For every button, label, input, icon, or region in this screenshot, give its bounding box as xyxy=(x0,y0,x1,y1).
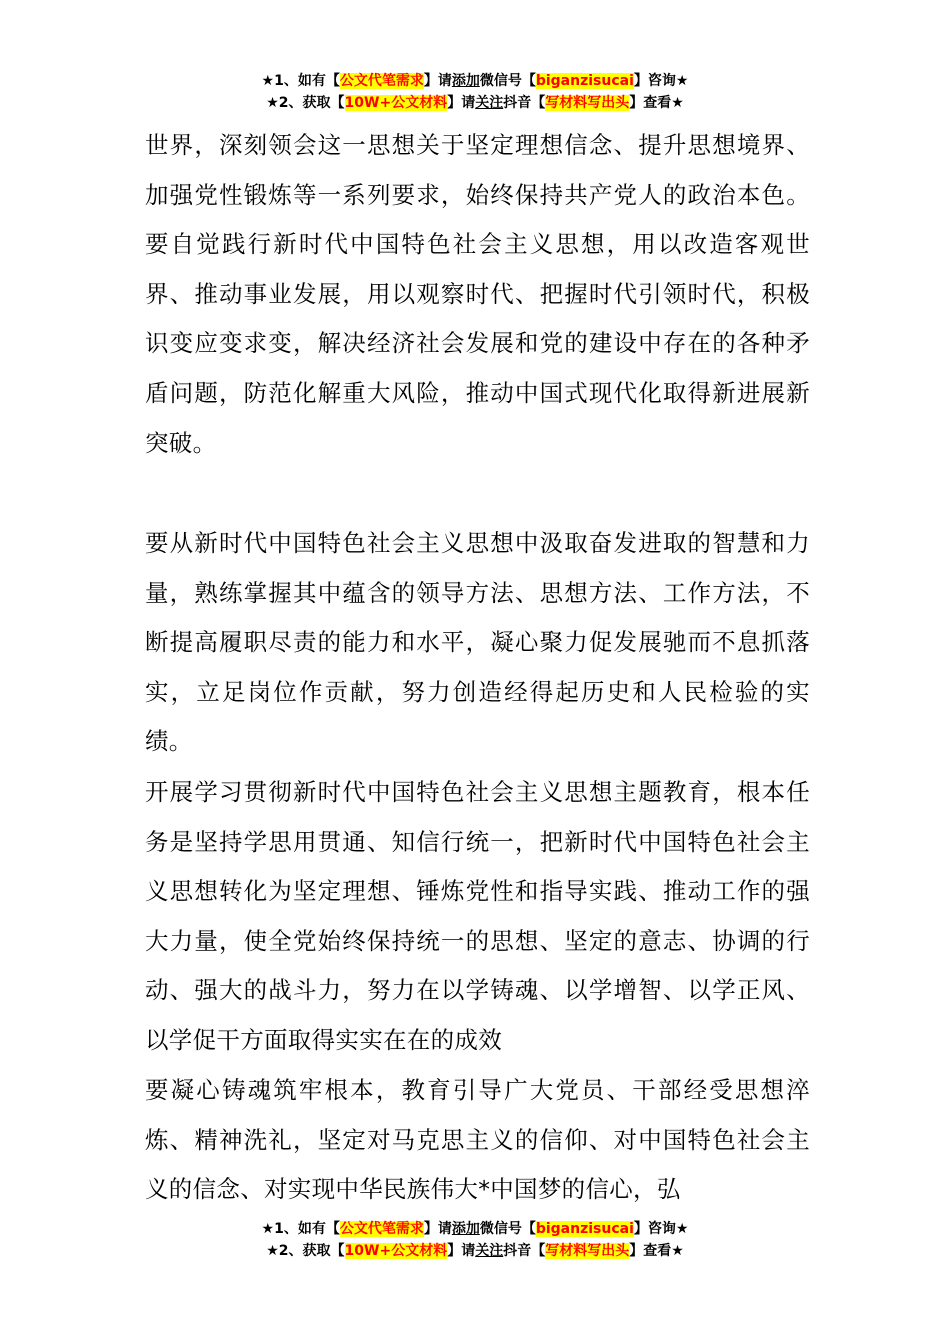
paragraph-2: 要从新时代中国特色社会主义思想中汲取奋发进取的智慧和力量，熟练掌握其中蕴含的领导方法、思想方法、工作方法，不断提高履职尽责的能力和水平，凝心聚力促发展驰而不息抓落实，立足岗位作贡献，努力创造经得起历史和人民检验的实绩。 xyxy=(145,529,810,756)
star-icon: ★ xyxy=(671,95,684,111)
highlight-writing-service: 公文代笔需求 xyxy=(339,73,424,89)
highlight-writing-service: 公文代笔需求 xyxy=(339,1221,424,1237)
star-icon: ★ xyxy=(261,1221,275,1237)
highlight-materials: 10W+公文材料 xyxy=(344,95,448,111)
star-icon: ★ xyxy=(261,73,275,89)
highlight-douyin-account: 写材料写出头 xyxy=(545,95,630,111)
banner-line-1: ★1、如有【公文代笔需求】请添加微信号【biganzisucai】咨询★ xyxy=(261,73,689,89)
highlight-douyin-account: 写材料写出头 xyxy=(545,1243,630,1259)
highlight-wechat-id: biganzisucai xyxy=(535,73,634,89)
star-icon: ★ xyxy=(675,73,689,89)
header-banner xyxy=(0,70,950,114)
paragraph-3: 开展学习贯彻新时代中国特色社会主义思想主题教育，根本任务是坚持学思用贯通、知信行统一，把新时代中国特色社会主义思想转化为坚定理想、锤炼党性和指导实践、推动工作的强大力量，使全党始终保持统一的思想、坚定的意志、协调的行动、强大的战斗力，努力在以学铸魂、以学增智、以学正风、以学促干方面取得实实在在的成效 xyxy=(145,778,810,1054)
paragraph-1: 世界，深刻领会这一思想关于坚定理想信念、提升思想境界、加强党性锻炼等一系列要求，始终保持共产党人的政治本色。要自觉践行新时代中国特色社会主义思想，用以改造客观世界、推动事业发展，用以观察时代、把握时代引领时代，积极识变应变求变，解决经济社会发展和党的建设中存在的各种矛盾问题，防范化解重大风险，推动中国式现代化取得新进展新突破。 xyxy=(145,131,810,457)
star-icon: ★ xyxy=(675,1221,689,1237)
banner-line-1: ★1、如有【公文代笔需求】请添加微信号【biganzisucai】咨询★ xyxy=(261,1221,689,1237)
banner-line-2: ★2、获取【10W+公文材料】请关注抖音【写材料写出头】查看★ xyxy=(266,95,684,111)
highlight-materials: 10W+公文材料 xyxy=(344,1243,448,1259)
banner-line-2: ★2、获取【10W+公文材料】请关注抖音【写材料写出头】查看★ xyxy=(266,1243,684,1259)
paragraph-4: 要凝心铸魂筑牢根本，教育引导广大党员、干部经受思想淬炼、精神洗礼，坚定对马克思主义的信仰、对中国特色社会主义的信念、对实现中华民族伟大*中国梦的信心，弘 xyxy=(145,1076,810,1204)
star-icon: ★ xyxy=(266,1243,279,1259)
footer-banner xyxy=(0,1218,950,1262)
star-icon: ★ xyxy=(671,1243,684,1259)
highlight-wechat-id: biganzisucai xyxy=(535,1221,634,1237)
star-icon: ★ xyxy=(266,95,279,111)
